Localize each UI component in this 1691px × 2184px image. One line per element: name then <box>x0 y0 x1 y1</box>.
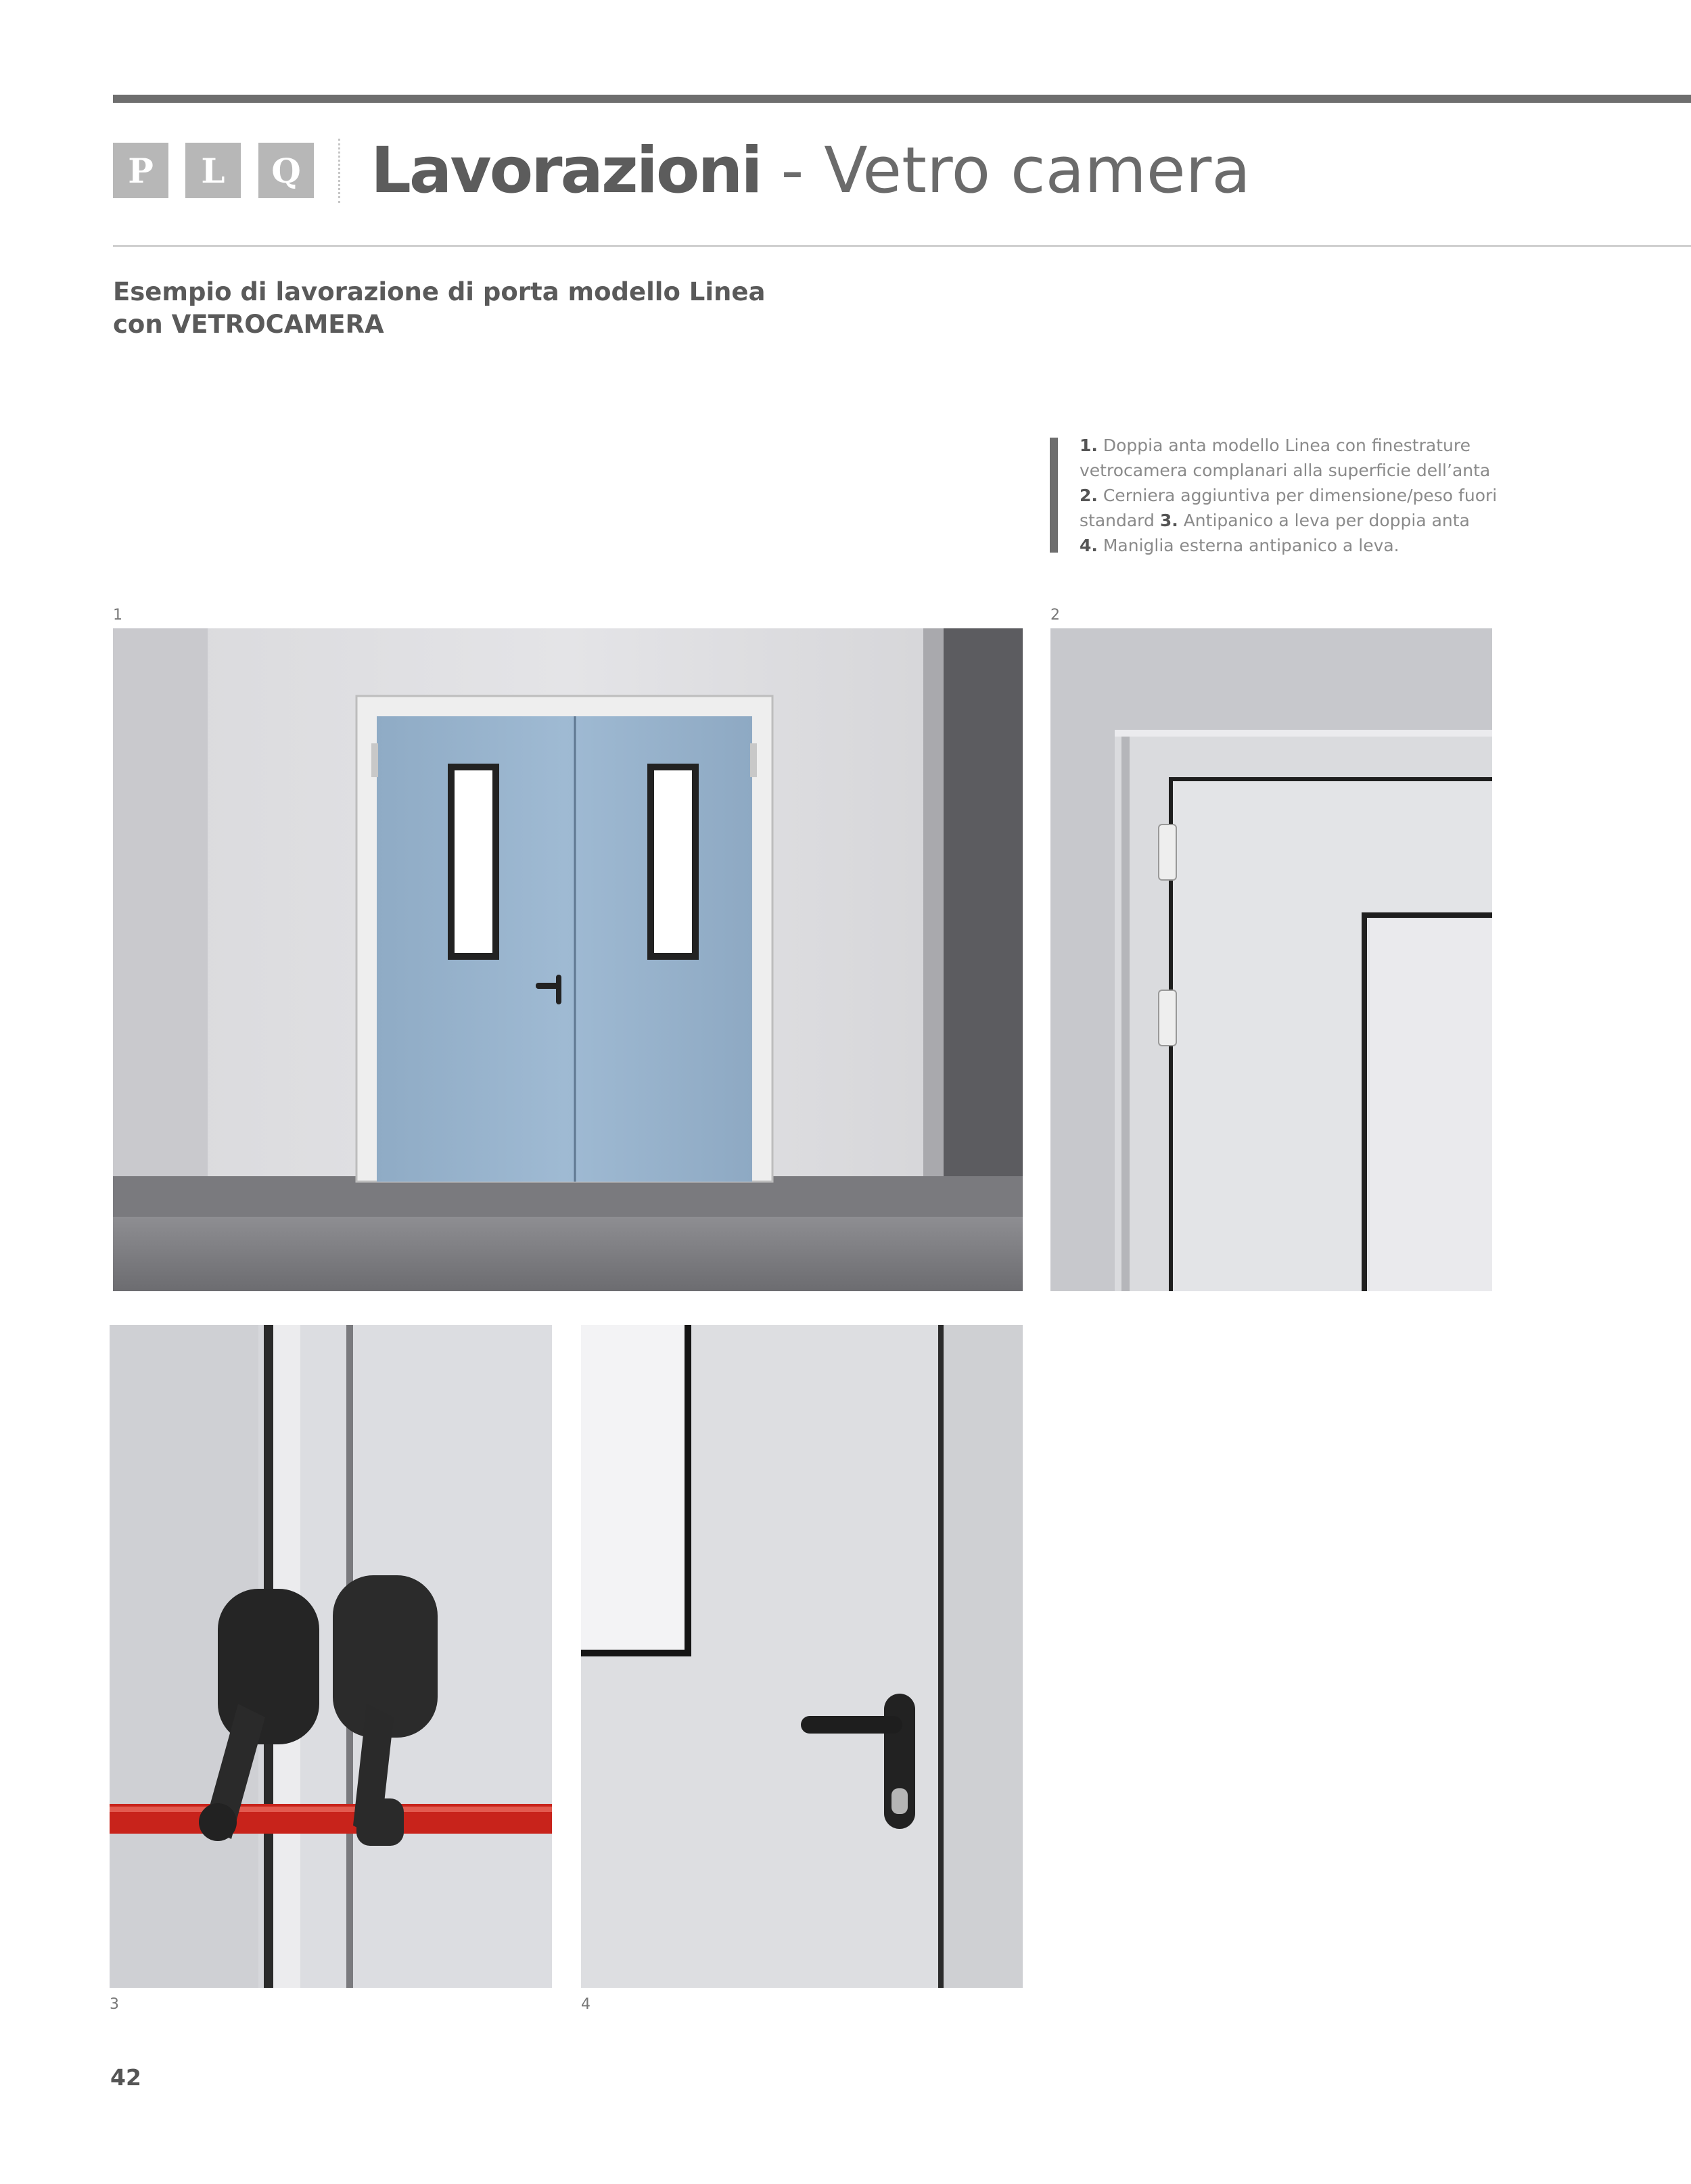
note-1-text: Doppia anta modello Linea con finestrature vetrocamera complanari alla superficie dell’anta <box>1080 436 1491 480</box>
badge-q: Q <box>258 143 314 198</box>
photo-double-door <box>113 628 1023 1291</box>
badge-p: P <box>113 143 168 198</box>
note-accent-bar <box>1050 438 1058 553</box>
page-title <box>371 132 1251 210</box>
image-notes <box>1080 433 1512 558</box>
note-1-number: 1. <box>1080 436 1098 455</box>
top-rule <box>113 95 1691 103</box>
caption-4: 4 <box>581 1996 590 2013</box>
header-underline <box>113 245 1691 247</box>
photo-panic-bar <box>110 1325 552 1988</box>
header-divider <box>338 139 340 203</box>
photo-hinge-detail <box>1050 628 1492 1291</box>
note-3-number: 3. <box>1159 511 1178 530</box>
subtitle-line-1: Esempio di lavorazione di porta modello Linea <box>113 277 766 306</box>
note-4-text: Maniglia esterna antipanico a leva. <box>1097 536 1399 555</box>
page-title-bold: Lavorazioni <box>371 134 761 208</box>
photo-external-handle <box>581 1325 1023 1988</box>
caption-2: 2 <box>1050 607 1060 624</box>
caption-3: 3 <box>110 1996 119 2013</box>
note-4-number: 4. <box>1080 536 1098 555</box>
note-2-number: 2. <box>1080 486 1098 505</box>
note-2-text: Cerniera aggiuntiva per dimensione/peso fuori standard <box>1080 486 1498 530</box>
subtitle-line-2: con VETROCAMERA <box>113 310 384 339</box>
caption-1: 1 <box>113 607 122 624</box>
page-title-rest: - Vetro camera <box>760 134 1251 208</box>
section-subtitle <box>113 276 857 341</box>
page-number: 42 <box>110 2064 141 2091</box>
badge-l: L <box>185 143 241 198</box>
note-3-text: Antipanico a leva per doppia anta <box>1178 511 1470 530</box>
